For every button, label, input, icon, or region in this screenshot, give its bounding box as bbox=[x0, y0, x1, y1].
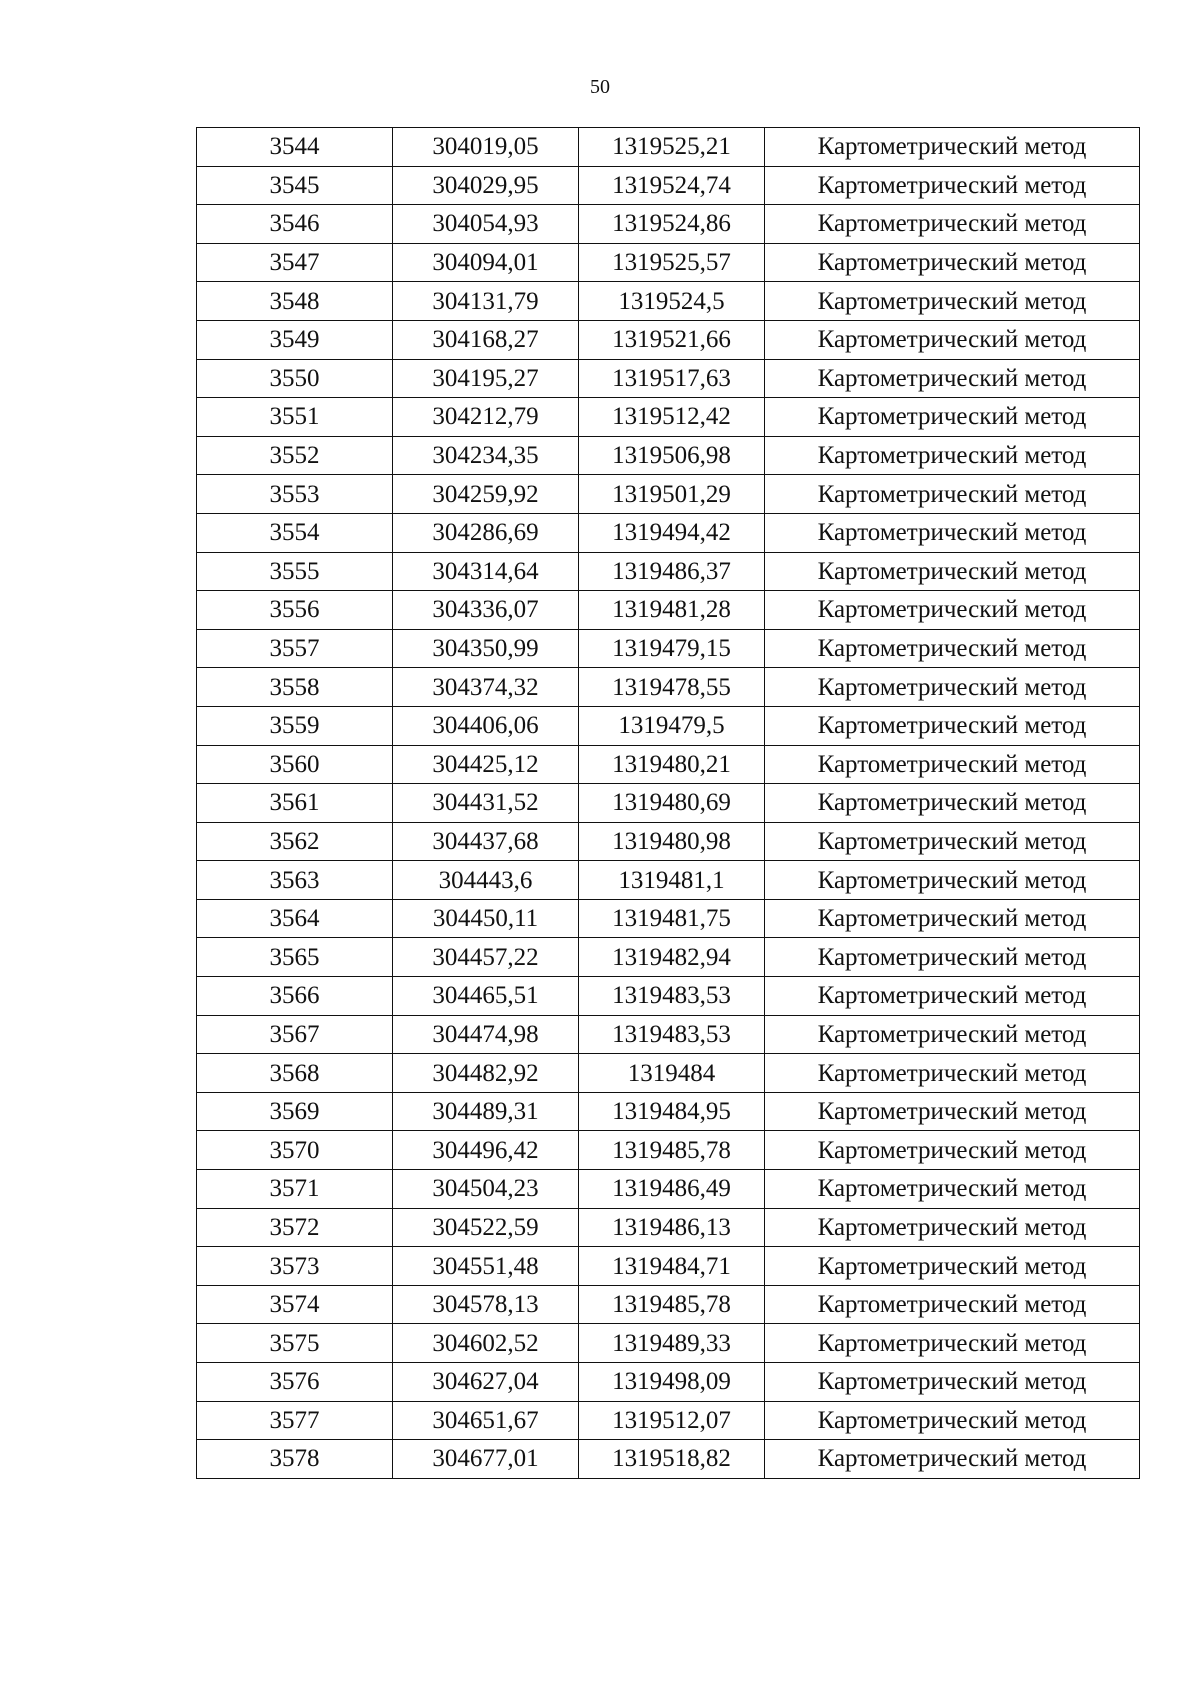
x-coordinate-cell: 304314,64 bbox=[393, 552, 579, 591]
y-coordinate-cell: 1319518,82 bbox=[579, 1440, 765, 1479]
method-cell: Картометрический метод bbox=[765, 745, 1140, 784]
x-coordinate-cell: 304286,69 bbox=[393, 513, 579, 552]
method-cell: Картометрический метод bbox=[765, 513, 1140, 552]
coordinates-table bbox=[196, 127, 1140, 1479]
x-coordinate-cell: 304336,07 bbox=[393, 591, 579, 630]
y-coordinate-cell: 1319484 bbox=[579, 1054, 765, 1093]
point-number-cell: 3562 bbox=[197, 822, 393, 861]
method-cell: Картометрический метод bbox=[765, 1285, 1140, 1324]
x-coordinate-cell: 304474,98 bbox=[393, 1015, 579, 1054]
point-number-cell: 3554 bbox=[197, 513, 393, 552]
x-coordinate-cell: 304450,11 bbox=[393, 899, 579, 938]
method-cell: Картометрический метод bbox=[765, 1324, 1140, 1363]
y-coordinate-cell: 1319524,5 bbox=[579, 282, 765, 321]
x-coordinate-cell: 304374,32 bbox=[393, 668, 579, 707]
y-coordinate-cell: 1319517,63 bbox=[579, 359, 765, 398]
method-cell: Картометрический метод bbox=[765, 205, 1140, 244]
x-coordinate-cell: 304259,92 bbox=[393, 475, 579, 514]
method-cell: Картометрический метод bbox=[765, 977, 1140, 1016]
table-row bbox=[197, 899, 1140, 938]
method-cell: Картометрический метод bbox=[765, 861, 1140, 900]
method-cell: Картометрический метод bbox=[765, 398, 1140, 437]
table-row bbox=[197, 552, 1140, 591]
table-row bbox=[197, 1054, 1140, 1093]
table-row bbox=[197, 1401, 1140, 1440]
table-row bbox=[197, 861, 1140, 900]
x-coordinate-cell: 304131,79 bbox=[393, 282, 579, 321]
table-row bbox=[197, 320, 1140, 359]
x-coordinate-cell: 304350,99 bbox=[393, 629, 579, 668]
method-cell: Картометрический метод bbox=[765, 436, 1140, 475]
method-cell: Картометрический метод bbox=[765, 1054, 1140, 1093]
table-row bbox=[197, 282, 1140, 321]
y-coordinate-cell: 1319524,86 bbox=[579, 205, 765, 244]
x-coordinate-cell: 304443,6 bbox=[393, 861, 579, 900]
x-coordinate-cell: 304627,04 bbox=[393, 1363, 579, 1402]
y-coordinate-cell: 1319478,55 bbox=[579, 668, 765, 707]
y-coordinate-cell: 1319484,95 bbox=[579, 1092, 765, 1131]
table-row bbox=[197, 1170, 1140, 1209]
x-coordinate-cell: 304029,95 bbox=[393, 166, 579, 205]
method-cell: Картометрический метод bbox=[765, 706, 1140, 745]
point-number-cell: 3559 bbox=[197, 706, 393, 745]
y-coordinate-cell: 1319506,98 bbox=[579, 436, 765, 475]
y-coordinate-cell: 1319483,53 bbox=[579, 1015, 765, 1054]
y-coordinate-cell: 1319525,57 bbox=[579, 243, 765, 282]
table-row bbox=[197, 784, 1140, 823]
table-row bbox=[197, 938, 1140, 977]
point-number-cell: 3571 bbox=[197, 1170, 393, 1209]
x-coordinate-cell: 304234,35 bbox=[393, 436, 579, 475]
y-coordinate-cell: 1319486,49 bbox=[579, 1170, 765, 1209]
point-number-cell: 3557 bbox=[197, 629, 393, 668]
method-cell: Картометрический метод bbox=[765, 822, 1140, 861]
y-coordinate-cell: 1319480,98 bbox=[579, 822, 765, 861]
x-coordinate-cell: 304094,01 bbox=[393, 243, 579, 282]
method-cell: Картометрический метод bbox=[765, 1440, 1140, 1479]
point-number-cell: 3576 bbox=[197, 1363, 393, 1402]
point-number-cell: 3548 bbox=[197, 282, 393, 321]
point-number-cell: 3577 bbox=[197, 1401, 393, 1440]
method-cell: Картометрический метод bbox=[765, 166, 1140, 205]
method-cell: Картометрический метод bbox=[765, 629, 1140, 668]
y-coordinate-cell: 1319482,94 bbox=[579, 938, 765, 977]
table-row bbox=[197, 1131, 1140, 1170]
table-row bbox=[197, 1247, 1140, 1286]
point-number-cell: 3567 bbox=[197, 1015, 393, 1054]
point-number-cell: 3574 bbox=[197, 1285, 393, 1324]
method-cell: Картометрический метод bbox=[765, 899, 1140, 938]
point-number-cell: 3573 bbox=[197, 1247, 393, 1286]
point-number-cell: 3566 bbox=[197, 977, 393, 1016]
x-coordinate-cell: 304489,31 bbox=[393, 1092, 579, 1131]
method-cell: Картометрический метод bbox=[765, 591, 1140, 630]
table-row bbox=[197, 243, 1140, 282]
x-coordinate-cell: 304651,67 bbox=[393, 1401, 579, 1440]
y-coordinate-cell: 1319489,33 bbox=[579, 1324, 765, 1363]
point-number-cell: 3564 bbox=[197, 899, 393, 938]
y-coordinate-cell: 1319501,29 bbox=[579, 475, 765, 514]
y-coordinate-cell: 1319521,66 bbox=[579, 320, 765, 359]
y-coordinate-cell: 1319485,78 bbox=[579, 1131, 765, 1170]
table-row bbox=[197, 1092, 1140, 1131]
table-row bbox=[197, 1208, 1140, 1247]
method-cell: Картометрический метод bbox=[765, 475, 1140, 514]
method-cell: Картометрический метод bbox=[765, 1247, 1140, 1286]
table-row bbox=[197, 513, 1140, 552]
point-number-cell: 3555 bbox=[197, 552, 393, 591]
table-row bbox=[197, 629, 1140, 668]
y-coordinate-cell: 1319481,28 bbox=[579, 591, 765, 630]
point-number-cell: 3556 bbox=[197, 591, 393, 630]
method-cell: Картометрический метод bbox=[765, 1170, 1140, 1209]
x-coordinate-cell: 304431,52 bbox=[393, 784, 579, 823]
point-number-cell: 3546 bbox=[197, 205, 393, 244]
table-row bbox=[197, 668, 1140, 707]
table-row bbox=[197, 1285, 1140, 1324]
point-number-cell: 3578 bbox=[197, 1440, 393, 1479]
point-number-cell: 3570 bbox=[197, 1131, 393, 1170]
x-coordinate-cell: 304019,05 bbox=[393, 128, 579, 167]
point-number-cell: 3565 bbox=[197, 938, 393, 977]
point-number-cell: 3549 bbox=[197, 320, 393, 359]
method-cell: Картометрический метод bbox=[765, 359, 1140, 398]
x-coordinate-cell: 304054,93 bbox=[393, 205, 579, 244]
x-coordinate-cell: 304602,52 bbox=[393, 1324, 579, 1363]
table-row bbox=[197, 1015, 1140, 1054]
table-row bbox=[197, 822, 1140, 861]
table-row bbox=[197, 1324, 1140, 1363]
x-coordinate-cell: 304482,92 bbox=[393, 1054, 579, 1093]
point-number-cell: 3560 bbox=[197, 745, 393, 784]
y-coordinate-cell: 1319485,78 bbox=[579, 1285, 765, 1324]
point-number-cell: 3572 bbox=[197, 1208, 393, 1247]
method-cell: Картометрический метод bbox=[765, 784, 1140, 823]
y-coordinate-cell: 1319480,69 bbox=[579, 784, 765, 823]
method-cell: Картометрический метод bbox=[765, 668, 1140, 707]
x-coordinate-cell: 304168,27 bbox=[393, 320, 579, 359]
point-number-cell: 3547 bbox=[197, 243, 393, 282]
x-coordinate-cell: 304212,79 bbox=[393, 398, 579, 437]
y-coordinate-cell: 1319480,21 bbox=[579, 745, 765, 784]
y-coordinate-cell: 1319512,42 bbox=[579, 398, 765, 437]
table-row bbox=[197, 359, 1140, 398]
x-coordinate-cell: 304195,27 bbox=[393, 359, 579, 398]
y-coordinate-cell: 1319512,07 bbox=[579, 1401, 765, 1440]
x-coordinate-cell: 304578,13 bbox=[393, 1285, 579, 1324]
point-number-cell: 3568 bbox=[197, 1054, 393, 1093]
table-row bbox=[197, 128, 1140, 167]
method-cell: Картометрический метод bbox=[765, 282, 1140, 321]
method-cell: Картометрический метод bbox=[765, 1092, 1140, 1131]
point-number-cell: 3552 bbox=[197, 436, 393, 475]
method-cell: Картометрический метод bbox=[765, 128, 1140, 167]
method-cell: Картометрический метод bbox=[765, 1131, 1140, 1170]
y-coordinate-cell: 1319483,53 bbox=[579, 977, 765, 1016]
table-body bbox=[197, 128, 1140, 1479]
x-coordinate-cell: 304496,42 bbox=[393, 1131, 579, 1170]
x-coordinate-cell: 304457,22 bbox=[393, 938, 579, 977]
y-coordinate-cell: 1319494,42 bbox=[579, 513, 765, 552]
y-coordinate-cell: 1319498,09 bbox=[579, 1363, 765, 1402]
point-number-cell: 3575 bbox=[197, 1324, 393, 1363]
x-coordinate-cell: 304437,68 bbox=[393, 822, 579, 861]
x-coordinate-cell: 304522,59 bbox=[393, 1208, 579, 1247]
point-number-cell: 3553 bbox=[197, 475, 393, 514]
table-row bbox=[197, 977, 1140, 1016]
method-cell: Картометрический метод bbox=[765, 243, 1140, 282]
y-coordinate-cell: 1319481,75 bbox=[579, 899, 765, 938]
x-coordinate-cell: 304551,48 bbox=[393, 1247, 579, 1286]
y-coordinate-cell: 1319481,1 bbox=[579, 861, 765, 900]
table-row bbox=[197, 436, 1140, 475]
table-row bbox=[197, 1440, 1140, 1479]
x-coordinate-cell: 304425,12 bbox=[393, 745, 579, 784]
table-row bbox=[197, 166, 1140, 205]
x-coordinate-cell: 304504,23 bbox=[393, 1170, 579, 1209]
x-coordinate-cell: 304465,51 bbox=[393, 977, 579, 1016]
method-cell: Картометрический метод bbox=[765, 1363, 1140, 1402]
x-coordinate-cell: 304677,01 bbox=[393, 1440, 579, 1479]
point-number-cell: 3545 bbox=[197, 166, 393, 205]
table-row bbox=[197, 706, 1140, 745]
point-number-cell: 3569 bbox=[197, 1092, 393, 1131]
table-row bbox=[197, 591, 1140, 630]
point-number-cell: 3561 bbox=[197, 784, 393, 823]
y-coordinate-cell: 1319484,71 bbox=[579, 1247, 765, 1286]
page-number: 50 bbox=[590, 76, 610, 98]
table-row bbox=[197, 745, 1140, 784]
method-cell: Картометрический метод bbox=[765, 552, 1140, 591]
point-number-cell: 3551 bbox=[197, 398, 393, 437]
y-coordinate-cell: 1319524,74 bbox=[579, 166, 765, 205]
y-coordinate-cell: 1319486,13 bbox=[579, 1208, 765, 1247]
y-coordinate-cell: 1319486,37 bbox=[579, 552, 765, 591]
point-number-cell: 3544 bbox=[197, 128, 393, 167]
point-number-cell: 3550 bbox=[197, 359, 393, 398]
y-coordinate-cell: 1319525,21 bbox=[579, 128, 765, 167]
y-coordinate-cell: 1319479,5 bbox=[579, 706, 765, 745]
y-coordinate-cell: 1319479,15 bbox=[579, 629, 765, 668]
table-row bbox=[197, 475, 1140, 514]
x-coordinate-cell: 304406,06 bbox=[393, 706, 579, 745]
method-cell: Картометрический метод bbox=[765, 1208, 1140, 1247]
method-cell: Картометрический метод bbox=[765, 1015, 1140, 1054]
table-row bbox=[197, 398, 1140, 437]
point-number-cell: 3563 bbox=[197, 861, 393, 900]
method-cell: Картометрический метод bbox=[765, 320, 1140, 359]
point-number-cell: 3558 bbox=[197, 668, 393, 707]
method-cell: Картометрический метод bbox=[765, 1401, 1140, 1440]
method-cell: Картометрический метод bbox=[765, 938, 1140, 977]
table-row bbox=[197, 205, 1140, 244]
table-row bbox=[197, 1363, 1140, 1402]
